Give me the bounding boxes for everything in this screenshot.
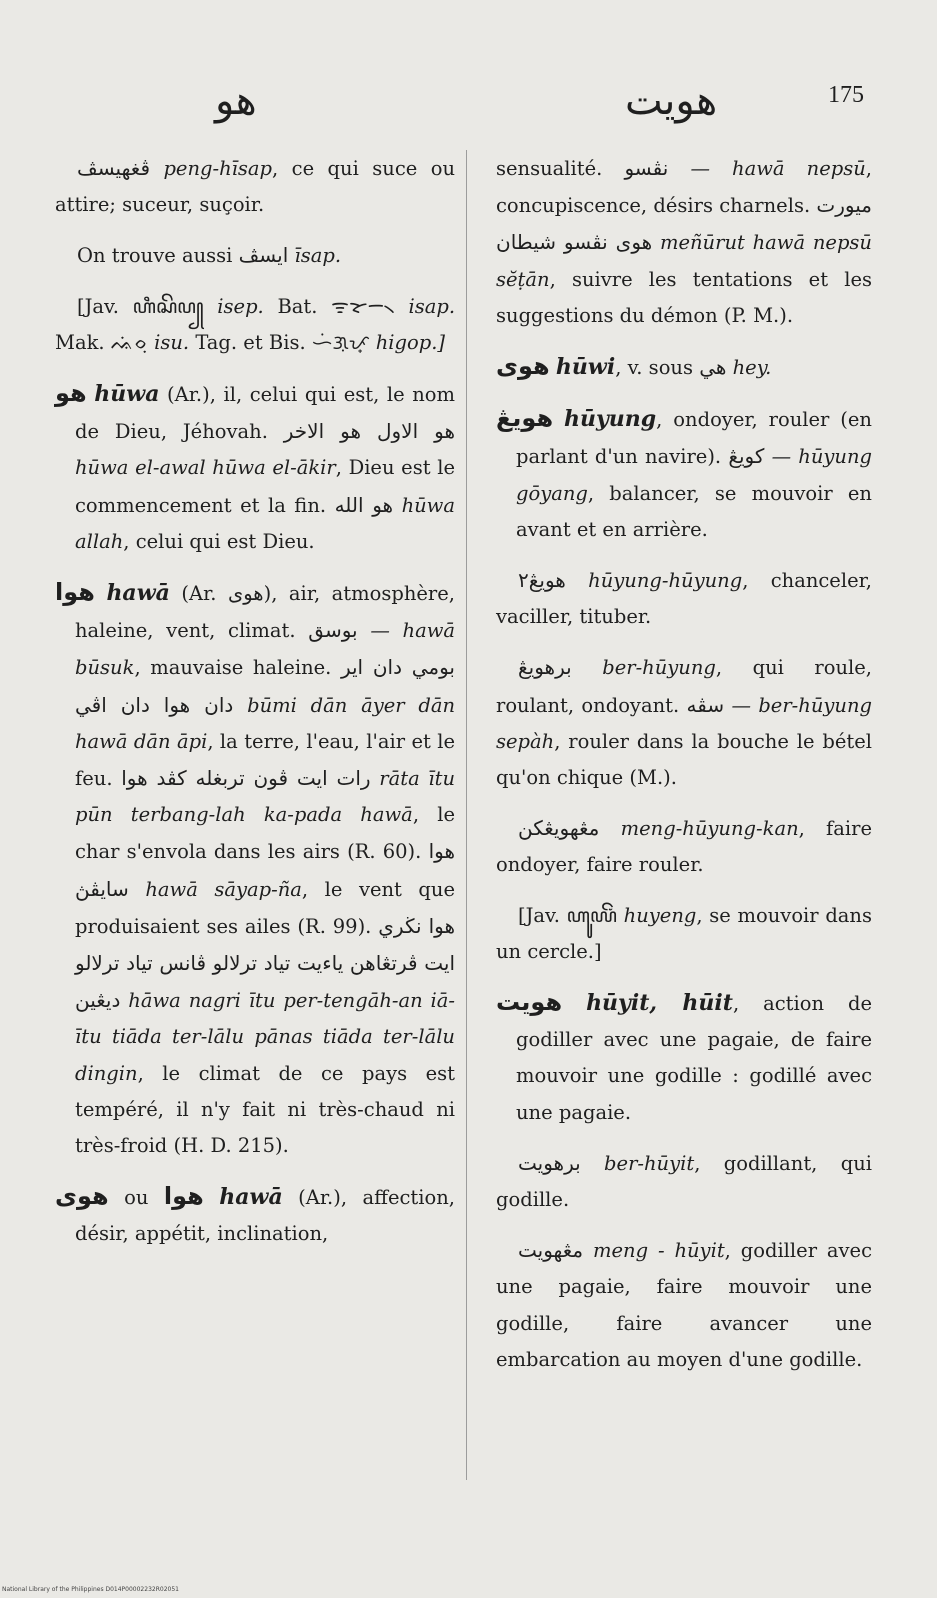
javanese-script: ꦲꦸꦪꦼꦁ (566, 903, 617, 927)
headword-arabic: هوا (55, 578, 95, 607)
arabic-phrase: كويڠ (728, 444, 765, 469)
subentry-ber-huyit (496, 1145, 872, 1218)
headword: hawā (219, 1184, 283, 1211)
arabic-phrase: بوسق (308, 618, 358, 643)
transliteration: peng-hīsap (163, 157, 273, 180)
headword-arabic: هوى (496, 352, 550, 381)
page-number: 175 (828, 82, 864, 108)
headword: hūwa (94, 381, 160, 408)
transliteration: — ber-hūyung sepàh (496, 693, 872, 753)
transliteration: hūwa allah (75, 493, 455, 553)
running-head-right: هويت (625, 78, 718, 124)
transliteration: ber-hūyung (602, 656, 716, 680)
tagalog-script: ᜑᜒᜄᜓᜉ᜔ (311, 330, 370, 354)
entry-hawa (55, 574, 455, 1164)
subentry-ber-huyung (496, 649, 872, 796)
transliteration: hūyung-hūyung (588, 569, 743, 593)
transliteration: isep. (217, 294, 264, 318)
headword-arabic: هوى (55, 1182, 109, 1211)
headword: hūwi (555, 354, 616, 381)
transliteration: rāta ītu pūn terbang-lah ka-pada hawā (75, 767, 456, 827)
headword: hūyung (564, 406, 657, 433)
entry-hawa-affection (55, 1178, 455, 1252)
headword: hawā (106, 580, 170, 607)
definition: (Ar. هوى), air, atmosphère, haleine, vent, climat. (75, 582, 455, 643)
left-column (55, 150, 455, 1267)
headword-arabic: هويڠ (496, 404, 554, 433)
arabic-phrase: مڠهويت (518, 1238, 584, 1263)
arabic-phrase: بومي دان اير دان هوا دان اڤي (75, 655, 455, 717)
transliteration: — hūyung gōyang (516, 445, 872, 505)
definition: , qui roule, roulant, ondoyant. (496, 656, 872, 717)
entry-peng-hisap (55, 150, 455, 223)
subentry-meng-huyung-kan (496, 810, 872, 883)
ref-label: Mak. (55, 330, 105, 354)
headword-arabic: هو (55, 379, 87, 408)
definition: , balancer, se mouvoir en avant et en arrière. (516, 481, 872, 541)
transliteration: hey. (732, 356, 772, 380)
definition: , se mouvoir dans un cercle.] (496, 903, 872, 963)
definition: , v. sous (615, 356, 693, 380)
headword-arabic-variant: هوا (163, 1182, 204, 1211)
definition: , godiller avec une pagaie, faire mouvoir une godille, faire avancer une embarcation au moyen d'une godille. (496, 1239, 873, 1371)
library-footer: National Library of the Philippines D014P00002232R02051 (2, 1586, 179, 1593)
definition: , ondoyer, rouler (en parlant d'un navire). (516, 408, 872, 469)
definition: , concupiscence, désirs charnels. (496, 157, 872, 218)
note-text: On trouve aussi (77, 244, 233, 268)
arabic-phrase: هوا نڬري ايت ڤرتڠاهن ياءيت تياد ترلالو ڤانس تياد ترلالو ديڠين (75, 913, 456, 1013)
arabic-term: ڤغهيسڤ (77, 156, 151, 180)
ref-label: Tag. et Bis. (195, 330, 306, 354)
transliteration: hāwa nagri ītu per-tengāh-an iā-ītu tiāda ter-lālu pānas tiāda ter-lālu dingin (75, 989, 455, 1085)
arabic-phrase: ميورت هوى نڤسو شيطان (496, 193, 872, 255)
definition: , action de godiller avec une pagaie, de faire mouvoir une godille : godillé avec une pagaie. (516, 992, 872, 1124)
definition: , le char s'envola dans les airs (R. 60). (75, 803, 455, 864)
definition: (Ar.), affection, désir, appétit, inclination, (75, 1186, 456, 1246)
cognates-huyung (496, 898, 872, 970)
definition: , ce qui suce ou attire; suceur, suçoir. (55, 157, 456, 217)
entry-huwi (496, 348, 872, 386)
arabic-phrase: هو الله (334, 492, 394, 517)
transliteration: huyeng (623, 903, 697, 927)
right-column (496, 150, 872, 1392)
definition: , Dieu est le commencement et la fin. (75, 456, 455, 517)
headword: hūyit, hūit (586, 990, 733, 1017)
definition: , le vent que produisaient ses ailes (R. 99). (75, 877, 456, 938)
transliteration: isu. (154, 330, 190, 354)
arabic-phrase: سڤه (686, 692, 725, 717)
transliteration: meñūrut hawā nepsū sĕṭān (496, 231, 872, 291)
definition: , le climat de ce pays est tempéré, il n'y fait ni très-chaud ni très-froid (H. D. 215). (75, 1061, 455, 1158)
transliteration: īsap. (294, 244, 342, 268)
transliteration: — hawā nepsū (690, 157, 866, 180)
transliteration: meng-hūyung-kan (620, 817, 799, 841)
definition: (Ar.), il, celui qui est, le nom de Dieu, Jéhovah. (75, 383, 456, 444)
definition: , la terre, l'eau, l'air et le feu. (75, 729, 455, 791)
definition: , mauvaise haleine. (134, 656, 332, 680)
transliteration: isap. (408, 294, 456, 318)
makassarese-script: ᨕᨗᨔᨘ (110, 330, 148, 354)
column-divider (466, 150, 467, 1480)
entry-huwa (55, 375, 455, 560)
cognates-isap (55, 289, 455, 361)
arabic-phrase: هوا سايڤڽ (75, 839, 455, 901)
entry-hawa-continued (496, 150, 872, 334)
transliteration: meng - hūyit (593, 1239, 725, 1263)
transliteration: hawā sāyap-ña (145, 877, 302, 901)
definition: , godillant, qui godille. (496, 1151, 872, 1212)
arabic-phrase: نڤسو (624, 156, 669, 180)
ref-label: [Jav. (518, 903, 560, 927)
definition: sensualité. (496, 157, 603, 180)
arabic-phrase: مڠهويڠكن (518, 816, 600, 841)
transliteration: ber-hūyit (604, 1151, 695, 1175)
arabic-term: هي (699, 355, 727, 380)
arabic-term: ايسڤ (238, 243, 289, 268)
ref-label: Bat. (277, 294, 318, 318)
transliteration: — hawā būsuk (75, 619, 456, 680)
definition: , rouler dans la bouche le bétel qu'on chique (M.). (496, 729, 872, 790)
conjunction: ou (124, 1186, 149, 1210)
entry-isap (55, 237, 455, 274)
running-head-left: هو (215, 78, 257, 124)
definition: , celui qui est Dieu. (123, 529, 315, 553)
entry-huyung (496, 400, 872, 548)
transliteration: būmi dān āyer dān hawā dān āpi (75, 693, 456, 753)
definition: , faire ondoyer, faire rouler. (496, 817, 873, 877)
definition: , suivre les tentations et les suggestions du démon (P. M.). (496, 267, 872, 327)
arabic-phrase: برهويت (518, 1150, 581, 1175)
arabic-phrase: رات ايت ڤون تربغله كڤد هوا (121, 766, 371, 791)
definition: , chanceler, vaciller, tituber. (496, 569, 872, 629)
transliteration: hūwa el-awal hūwa el-ākir (75, 456, 336, 480)
arabic-phrase: هو الاول هو الاخر (283, 419, 456, 444)
javanese-script: ꦲꦶꦱꦼꦥ꧀ (132, 294, 204, 318)
arabic-phrase: هويڠ٢ (518, 568, 566, 593)
transliteration: higop.] (375, 330, 446, 354)
entry-huyit (496, 984, 872, 1131)
ref-label: [Jav. (77, 294, 119, 318)
subentry-meng-huyit (496, 1232, 872, 1378)
arabic-phrase: برهويڠ (518, 655, 572, 680)
subentry-huyung-huyung (496, 562, 872, 635)
headword-arabic: هويت (496, 988, 563, 1017)
batak-script: ᯤᯘᯇ᯲ (331, 294, 395, 318)
